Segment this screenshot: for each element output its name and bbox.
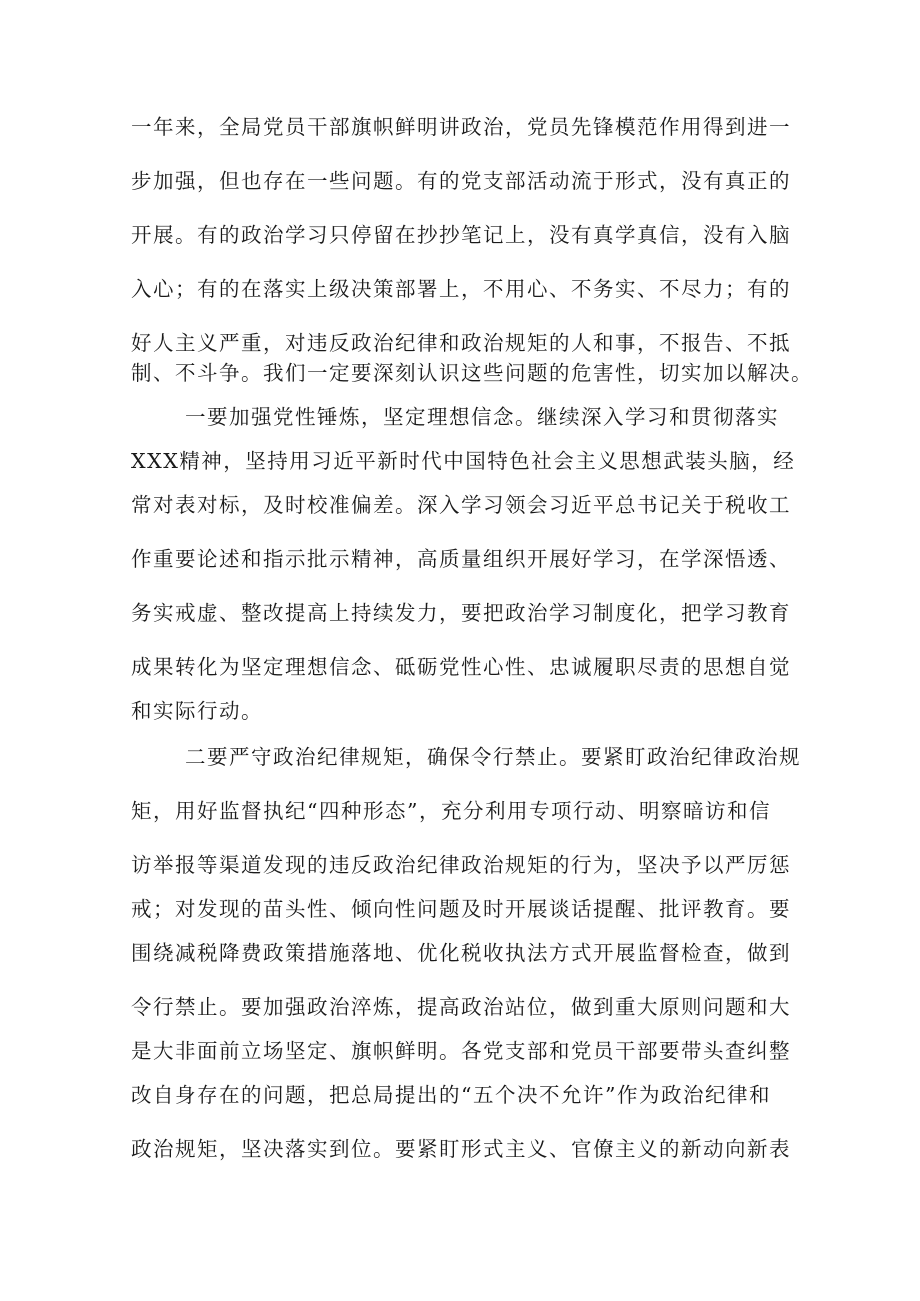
text-line: 一年来，全局党员干部旗帜鲜明讲政治，党员先锋模范作用得到进一 bbox=[131, 115, 791, 139]
text-line: 成果转化为坚定理想信念、砥砺党性心性、忠诚履职尽责的思想自觉 bbox=[131, 655, 791, 679]
text-line: 是大非面前立场坚定、旗帜鲜明。各党支部和党员干部要带头查纠整 bbox=[131, 1039, 791, 1063]
text-line: 令行禁止。要加强政治淬炼，提高政治站位，做到重大原则问题和大 bbox=[131, 995, 791, 1019]
text-line: 一要加强党性锤炼，坚定理想信念。继续深入学习和贯彻落实 bbox=[185, 405, 779, 429]
text-line: 入心；有的在落实上级决策部署上，不用心、不务实、不尽力；有的 bbox=[131, 277, 791, 301]
text-line: 常对表对标，及时校准偏差。深入学习领会习近平总书记关于税收工 bbox=[131, 493, 791, 517]
text-line: 访举报等渠道发现的违反政治纪律政治规矩的行为，坚决予以严厉惩 bbox=[131, 853, 791, 877]
text-line: 好人主义严重，对违反政治纪律和政治规矩的人和事，不报告、不抵 bbox=[131, 331, 791, 355]
text-line: 制、不斗争。我们一定要深刻认识这些问题的危害性，切实加以解决。 bbox=[131, 361, 813, 385]
text-line: XXX精神，坚持用习近平新时代中国特色社会主义思想武装头脑，经 bbox=[131, 449, 796, 473]
text-line: 矩，用好监督执纪“四种形态”，充分利用专项行动、明察暗访和信 bbox=[131, 799, 771, 823]
text-line: 务实戒虚、整改提高上持续发力，要把政治学习制度化，把学习教育 bbox=[131, 601, 791, 625]
text-line: 二要严守政治纪律规矩，确保令行禁止。要紧盯政治纪律政治规 bbox=[185, 745, 801, 769]
text-line: 步加强，但也存在一些问题。有的党支部活动流于形式，没有真正的 bbox=[131, 169, 791, 193]
text-line: 和实际行动。 bbox=[131, 699, 263, 723]
text-line: 戒；对发现的苗头性、倾向性问题及时开展谈话提醒、批评教育。要 bbox=[131, 897, 791, 921]
text-line: 围绕减税降费政策措施落地、优化税收执法方式开展监督检查，做到 bbox=[131, 941, 791, 965]
text-line: 作重要论述和指示批示精神，高质量组织开展好学习，在学深悟透、 bbox=[131, 547, 791, 571]
text-line: 开展。有的政治学习只停留在抄抄笔记上，没有真学真信，没有入脑 bbox=[131, 223, 791, 247]
text-line: 政治规矩，坚决落实到位。要紧盯形式主义、官僚主义的新动向新表 bbox=[131, 1137, 791, 1161]
text-line: 改自身存在的问题，把总局提出的“五个决不允许”作为政治纪律和 bbox=[131, 1083, 771, 1107]
